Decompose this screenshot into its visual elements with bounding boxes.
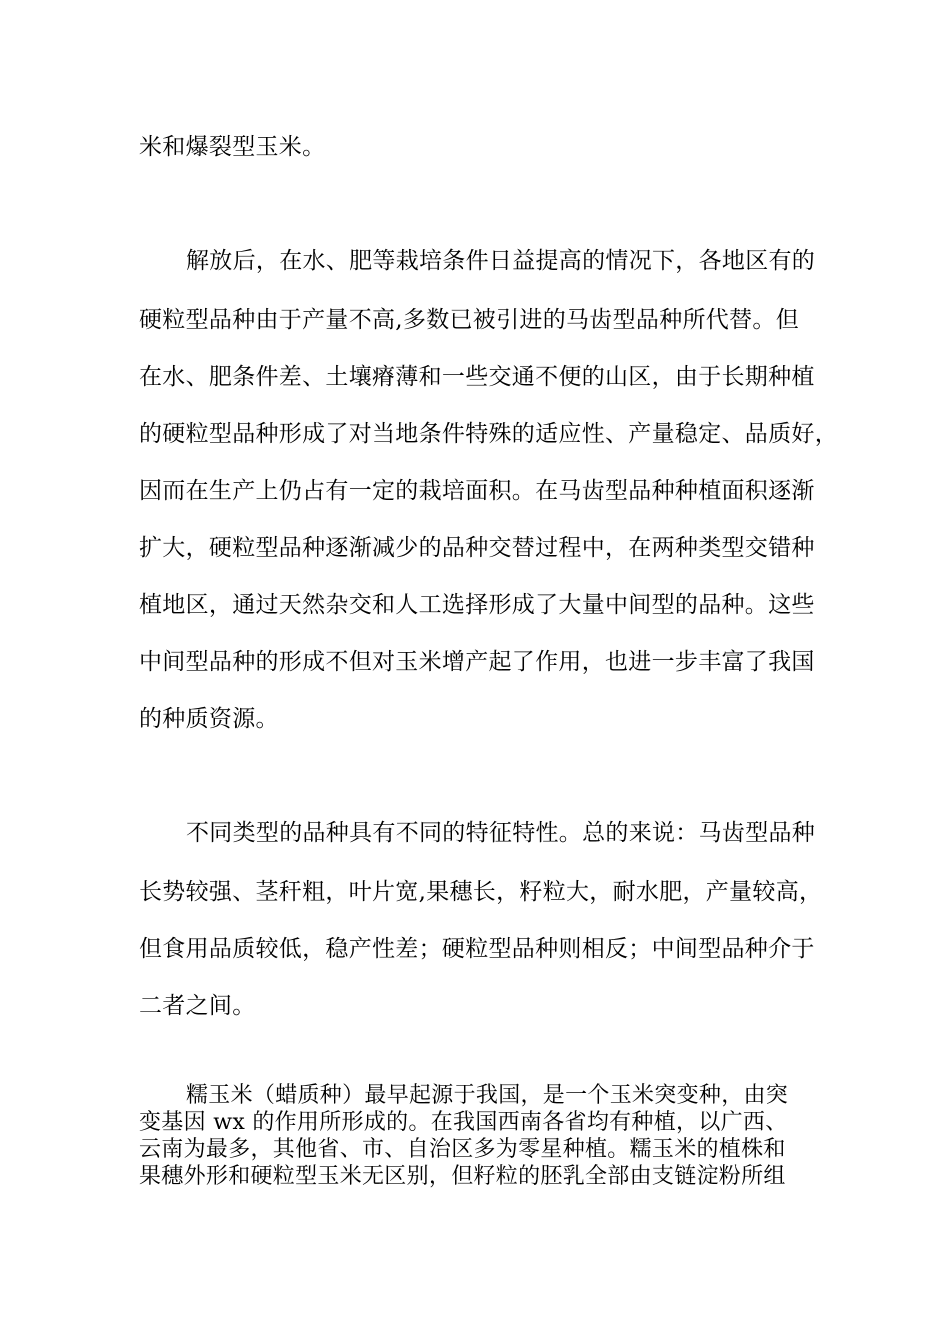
text-line: 米和爆裂型玉米。 xyxy=(139,134,326,160)
text-line: 云南为最多，其他省、市、自治区多为零星种植。糯玉米的植株和 xyxy=(139,1137,786,1162)
text-line: 因而在生产上仍占有一定的栽培面积。在马齿型品种种植面积逐渐 xyxy=(139,478,815,504)
text-line: 但食用品质较低，稳产性差；硬粒型品种则相反；中间型品种介于 xyxy=(139,936,815,962)
text-line: 在水、肥条件差、土壤瘠薄和一些交通不便的山区，由于长期种植 xyxy=(139,364,815,390)
text-line: 二者之间。 xyxy=(139,993,256,1019)
text-line: 不同类型的品种具有不同的特征特性。总的来说：马齿型品种 xyxy=(186,820,816,846)
text-line: 的种质资源。 xyxy=(139,706,279,732)
text-line: 中间型品种的形成不但对玉米增产起了作用，也进一步丰富了我国 xyxy=(139,649,815,675)
text-line: 果穗外形和硬粒型玉米无区别，但籽粒的胚乳全部由支链淀粉所组 xyxy=(139,1164,786,1189)
text-line: 扩大，硬粒型品种逐渐减少的品种交替过程中，在两种类型交错种 xyxy=(139,535,815,561)
text-line: 植地区，通过天然杂交和人工选择形成了大量中间型的品种。这些 xyxy=(139,592,815,618)
text-line: 糯玉米（蜡质种）最早起源于我国，是一个玉米突变种，由突 xyxy=(186,1083,789,1108)
text-line: 变基因 wx 的作用所形成的。在我国西南各省均有种植，以广西、 xyxy=(139,1110,788,1135)
text-line: 长势较强、茎秆粗，叶片宽,果穗长，籽粒大，耐水肥，产量较高， xyxy=(139,879,823,905)
text-line: 解放后，在水、肥等栽培条件日益提高的情况下，各地区有的 xyxy=(186,248,816,274)
text-line: 的硬粒型品种形成了对当地条件特殊的适应性、产量稳定、品质好， xyxy=(139,421,838,447)
text-line: 硬粒型品种由于产量不高,多数已被引进的马齿型品种所代替。但 xyxy=(139,307,800,333)
